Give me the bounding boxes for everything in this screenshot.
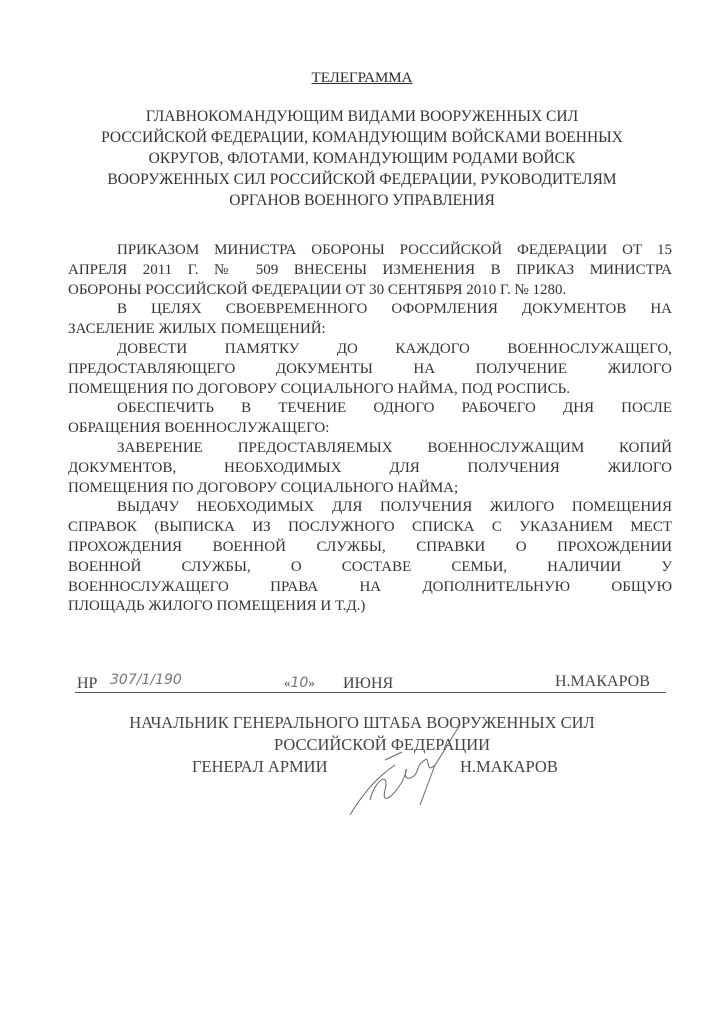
addressee-line: ОКРУГОВ, ФЛОТАМИ, КОМАНДУЮЩИМ РОДАМИ ВОЙСК bbox=[148, 150, 576, 167]
addressee-line: ГЛАВНОКОМАНДУЮЩИМ ВИДАМИ ВООРУЖЕННЫХ СИЛ bbox=[145, 108, 579, 125]
body-line: ОБРАЩЕНИЯ ВОЕННОСЛУЖАЩЕГО: bbox=[68, 420, 330, 437]
addressee-line: РОССИЙСКОЙ ФЕДЕРАЦИИ, КОМАНДУЮЩИМ ВОЙСКАМИ ВОЕННЫХ bbox=[101, 129, 623, 146]
signer-rank: ГЕНЕРАЛ АРМИИ bbox=[192, 757, 328, 776]
body-line: ПРОХОЖДЕНИЯ ВОЕННОЙ СЛУЖБЫ, СПРАВКИ О ПРОХОЖДЕНИИ bbox=[68, 539, 672, 555]
sender-name: Н.МАКАРОВ bbox=[555, 673, 650, 690]
body-line: ВЫДАЧУ НЕОБХОДИМЫХ ДЛЯ ПОЛУЧЕНИЯ ЖИЛОГО ПОМЕЩЕНИЯ bbox=[117, 499, 672, 516]
body-line: АПРЕЛЯ 2011 Г. № 509 ВНЕСЕНЫ ИЗМЕНЕНИЯ В ПРИКАЗ МИНИСТРА bbox=[68, 261, 672, 278]
title-text: ТЕЛЕГРАММА bbox=[311, 70, 413, 86]
signer-title-2: РОССИЙСКОЙ ФЕДЕРАЦИИ bbox=[273, 735, 491, 754]
body-line: ВОЕННОСЛУЖАЩЕГО ПРАВА НА ДОПОЛНИТЕЛЬНУЮ ОБЩУЮ bbox=[68, 578, 672, 595]
body-line: ПОМЕЩЕНИЯ ПО ДОГОВОРУ СОЦИАЛЬНОГО НАЙМА, ПОД РОСПИСЬ. bbox=[68, 380, 570, 397]
body-line: ОБЕСПЕЧИТЬ В ТЕЧЕНИЕ ОДНОГО РАБОЧЕГО ДНЯ ПОСЛЕ bbox=[117, 400, 672, 417]
body-line: ДОКУМЕНТОВ, НЕОБХОДИМЫХ ДЛЯ ПОЛУЧЕНИЯ ЖИЛОГО bbox=[68, 459, 672, 476]
quote-close: » bbox=[308, 675, 315, 690]
body-line: ЗАСЕЛЕНИЕ ЖИЛЫХ ПОМЕЩЕНИЙ: bbox=[68, 321, 326, 338]
signer-name: Н.МАКАРОВ bbox=[460, 757, 558, 776]
nr-label: НР bbox=[77, 675, 98, 692]
body-line: ПРИКАЗОМ МИНИСТРА ОБОРОНЫ РОССИЙСКОЙ ФЕДЕРАЦИИ ОТ 15 bbox=[117, 242, 672, 258]
body-line: В ЦЕЛЯХ СВОЕВРЕМЕННОГО ОФОРМЛЕНИЯ ДОКУМЕНТОВ НА bbox=[117, 301, 672, 318]
addressee-line: ВООРУЖЕННЫХ СИЛ РОССИЙСКОЙ ФЕДЕРАЦИИ, РУКОВОДИТЕЛЯМ bbox=[107, 171, 617, 188]
handwritten-signature bbox=[340, 720, 470, 820]
body-line: СПРАВОК (ВЫПИСКА ИЗ ПОСЛУЖНОГО СПИСКА С УКАЗАНИЕМ МЕСТ bbox=[68, 519, 672, 536]
body-line: ОБОРОНЫ РОССИЙСКОЙ ФЕДЕРАЦИИ ОТ 30 СЕНТЯБРЯ 2010 Г. № 1280. bbox=[68, 281, 567, 298]
body-line: ДОВЕСТИ ПАМЯТКУ ДО КАЖДОГО ВОЕННОСЛУЖАЩЕГО, bbox=[117, 341, 672, 357]
body-line: ЗАВЕРЕНИЕ ПРЕДОСТАВЛЯЕМЫХ ВОЕННОСЛУЖАЩИМ КОПИЙ bbox=[117, 440, 672, 456]
footer-rule bbox=[75, 692, 666, 693]
date-month: ИЮНЯ bbox=[343, 675, 394, 692]
body-line: ПЛОЩАДЬ ЖИЛОГО ПОМЕЩЕНИЯ И Т.Д.) bbox=[68, 598, 366, 615]
quote-open: « bbox=[284, 675, 291, 690]
nr-handwritten-number: 307/1/190 bbox=[110, 672, 182, 688]
body-line: ПОМЕЩЕНИЯ ПО ДОГОВОРУ СОЦИАЛЬНОГО НАЙМА; bbox=[68, 479, 459, 496]
date-day bbox=[284, 675, 315, 691]
addressee-line: ОРГАНОВ ВОЕННОГО УПРАВЛЕНИЯ bbox=[229, 192, 495, 209]
day-handwritten: 10 bbox=[290, 675, 309, 691]
signer-title-1: НАЧАЛЬНИК ГЕНЕРАЛЬНОГО ШТАБА ВООРУЖЕННЫХ СИЛ bbox=[129, 713, 595, 732]
document-title bbox=[0, 70, 724, 87]
body-line: ВОЕННОЙ СЛУЖБЫ, О СОСТАВЕ СЕМЬИ, НАЛИЧИИ У bbox=[68, 558, 672, 575]
body-line: ПРЕДОСТАВЛЯЮЩЕГО ДОКУМЕНТЫ НА ПОЛУЧЕНИЕ ЖИЛОГО bbox=[68, 360, 672, 377]
